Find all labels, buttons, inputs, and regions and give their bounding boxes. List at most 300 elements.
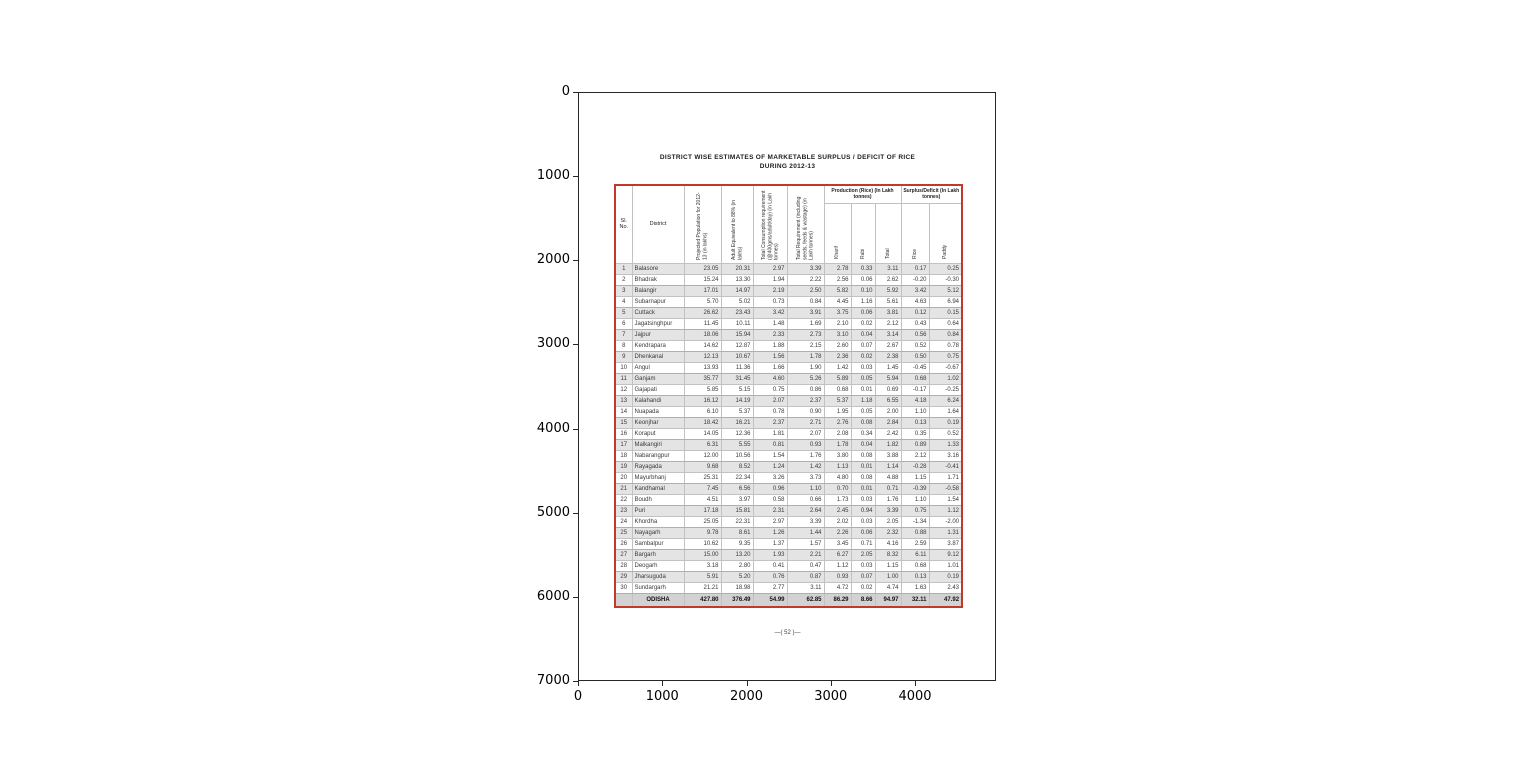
cell-projected-population: 16.12 xyxy=(684,395,721,406)
cell-production-kharif: 2.76 xyxy=(824,417,851,428)
cell-sl-no: 17 xyxy=(615,439,632,450)
header-projected-population: Projected Population for 2012-13 (in lakhs) xyxy=(684,185,721,263)
cell-total-consumption: 2.33 xyxy=(753,329,787,340)
table-row xyxy=(615,505,962,516)
cell-total-consumption: 1.81 xyxy=(753,428,787,439)
cell-total-consumption: 0.58 xyxy=(753,494,787,505)
cell-total-consumption: 0.75 xyxy=(753,384,787,395)
y-tick-mark xyxy=(573,597,578,598)
cell-sl-no: 23 xyxy=(615,505,632,516)
cell-production-total: 3.14 xyxy=(875,329,901,340)
cell-production-total: 1.00 xyxy=(875,571,901,582)
cell-production-total: 1.45 xyxy=(875,362,901,373)
header-production-group: Production (Rice) (In Lakh tonnes) xyxy=(824,185,901,203)
cell-adult-equivalent: 5.02 xyxy=(721,296,753,307)
table-row xyxy=(615,307,962,318)
cell-sl-no: 1 xyxy=(615,263,632,274)
cell-surplus-paddy: 0.19 xyxy=(929,571,962,582)
cell-total-consumption: 0.96 xyxy=(753,483,787,494)
cell-total-requirement: 1.44 xyxy=(787,527,824,538)
cell-total-consumption: 2.97 xyxy=(753,516,787,527)
document-title-line1: DISTRICT WISE ESTIMATES OF MARKETABLE SURPLUS / DEFICIT OF RICE xyxy=(659,154,916,161)
cell-sl-no: 11 xyxy=(615,373,632,384)
cell-production-kharif: 1.78 xyxy=(824,439,851,450)
cell-sl-no: 8 xyxy=(615,340,632,351)
cell-district: Kendrapara xyxy=(632,340,684,351)
cell-production-total: 4.88 xyxy=(875,472,901,483)
header-adult-equivalent: Adult Equivalent to 88% (in lakhs) xyxy=(721,185,753,263)
cell-surplus-rice: -0.17 xyxy=(901,384,929,395)
cell-surplus-rice: -0.28 xyxy=(901,461,929,472)
cell-projected-population: 427.80 xyxy=(684,593,721,607)
cell-adult-equivalent: 8.52 xyxy=(721,461,753,472)
cell-production-rabi: 0.03 xyxy=(851,362,875,373)
cell-total-consumption: 1.94 xyxy=(753,274,787,285)
header-total-requirement: Total Requirement (including seeds, feeds & wastage) (in Lakh tonnes) xyxy=(787,185,824,263)
cell-surplus-rice: 32.11 xyxy=(901,593,929,607)
cell-district: Gajapati xyxy=(632,384,684,395)
cell-projected-population: 5.70 xyxy=(684,296,721,307)
cell-district: Malkangiri xyxy=(632,439,684,450)
cell-total-requirement: 1.69 xyxy=(787,318,824,329)
cell-district: Ganjam xyxy=(632,373,684,384)
cell-surplus-rice: 0.89 xyxy=(901,439,929,450)
cell-district: Nayagarh xyxy=(632,527,684,538)
cell-production-rabi: 0.33 xyxy=(851,263,875,274)
cell-adult-equivalent: 22.34 xyxy=(721,472,753,483)
cell-sl-no: 14 xyxy=(615,406,632,417)
cell-production-kharif: 4.80 xyxy=(824,472,851,483)
header-district: District xyxy=(632,185,684,263)
cell-production-rabi: 0.04 xyxy=(851,439,875,450)
y-tick-label: 0 xyxy=(561,84,570,99)
header-total-consumption: Total Consumption requirement (@400gms/adult/day) (in Lakh tonnes) xyxy=(753,185,787,263)
cell-production-kharif: 2.56 xyxy=(824,274,851,285)
cell-district: Dhenkanal xyxy=(632,351,684,362)
cell-total-consumption: 2.37 xyxy=(753,417,787,428)
cell-production-kharif: 1.42 xyxy=(824,362,851,373)
cell-total-requirement: 0.87 xyxy=(787,571,824,582)
cell-production-rabi: 0.02 xyxy=(851,582,875,593)
x-tick-label: 3000 xyxy=(814,689,848,704)
plot-area xyxy=(578,92,996,681)
table-row xyxy=(615,285,962,296)
cell-production-rabi: 0.07 xyxy=(851,340,875,351)
cell-adult-equivalent: 31.45 xyxy=(721,373,753,384)
cell-production-rabi: 0.04 xyxy=(851,329,875,340)
cell-production-kharif: 3.10 xyxy=(824,329,851,340)
cell-production-kharif: 5.82 xyxy=(824,285,851,296)
cell-sl-no: 28 xyxy=(615,560,632,571)
cell-production-total: 3.88 xyxy=(875,450,901,461)
cell-adult-equivalent: 14.97 xyxy=(721,285,753,296)
cell-production-rabi: 0.06 xyxy=(851,527,875,538)
cell-district: Subarnapur xyxy=(632,296,684,307)
cell-production-total: 2.62 xyxy=(875,274,901,285)
cell-surplus-paddy: 0.64 xyxy=(929,318,962,329)
cell-production-rabi: 0.01 xyxy=(851,483,875,494)
cell-surplus-rice: 1.10 xyxy=(901,406,929,417)
cell-total-consumption: 1.88 xyxy=(753,340,787,351)
cell-projected-population: 14.62 xyxy=(684,340,721,351)
table-header xyxy=(615,185,962,263)
cell-production-kharif: 3.75 xyxy=(824,307,851,318)
cell-district: Sundargarh xyxy=(632,582,684,593)
header-surplus-paddy: Paddy xyxy=(929,203,962,263)
y-tick-label: 1000 xyxy=(536,168,570,184)
page-number-mark: —( 52 )— xyxy=(774,630,801,636)
cell-surplus-rice: 6.11 xyxy=(901,549,929,560)
cell-projected-population: 26.62 xyxy=(684,307,721,318)
cell-surplus-rice: 0.50 xyxy=(901,351,929,362)
cell-production-total: 2.00 xyxy=(875,406,901,417)
surplus-deficit-table xyxy=(614,184,963,608)
cell-production-kharif: 1.95 xyxy=(824,406,851,417)
y-tick-label: 6000 xyxy=(536,588,570,604)
cell-district: Kalahandi xyxy=(632,395,684,406)
cell-adult-equivalent: 15.94 xyxy=(721,329,753,340)
cell-projected-population: 17.18 xyxy=(684,505,721,516)
y-tick-label: 5000 xyxy=(536,504,570,520)
x-tick-mark xyxy=(662,681,663,686)
scanned-document xyxy=(579,93,995,680)
cell-adult-equivalent: 5.15 xyxy=(721,384,753,395)
cell-production-rabi: 0.94 xyxy=(851,505,875,516)
cell-total-requirement: 2.71 xyxy=(787,417,824,428)
cell-adult-equivalent: 5.37 xyxy=(721,406,753,417)
table-row xyxy=(615,318,962,329)
cell-surplus-paddy: 1.01 xyxy=(929,560,962,571)
cell-total-consumption: 0.41 xyxy=(753,560,787,571)
cell-projected-population: 9.68 xyxy=(684,461,721,472)
cell-production-kharif: 1.73 xyxy=(824,494,851,505)
x-tick-mark xyxy=(915,681,916,686)
cell-surplus-rice: 4.63 xyxy=(901,296,929,307)
cell-adult-equivalent: 10.67 xyxy=(721,351,753,362)
header-kharif: Kharif xyxy=(824,203,851,263)
cell-production-rabi: 0.03 xyxy=(851,516,875,527)
cell-sl-no: 12 xyxy=(615,384,632,395)
cell-production-rabi: 0.05 xyxy=(851,406,875,417)
table-row xyxy=(615,472,962,483)
cell-adult-equivalent: 9.35 xyxy=(721,538,753,549)
cell-surplus-paddy: 6.94 xyxy=(929,296,962,307)
x-tick-label: 0 xyxy=(573,689,583,704)
table-row xyxy=(615,263,962,274)
table-row xyxy=(615,549,962,560)
cell-surplus-rice: -0.20 xyxy=(901,274,929,285)
cell-surplus-paddy: 0.19 xyxy=(929,417,962,428)
cell-district: Rayagada xyxy=(632,461,684,472)
table-row xyxy=(615,329,962,340)
cell-production-total: 0.71 xyxy=(875,483,901,494)
cell-district: Boudh xyxy=(632,494,684,505)
y-tick-label: 4000 xyxy=(536,420,570,436)
cell-production-kharif: 0.70 xyxy=(824,483,851,494)
header-surplus-rice: Rice xyxy=(901,203,929,263)
cell-production-rabi: 0.07 xyxy=(851,571,875,582)
total-row xyxy=(615,593,962,607)
cell-total-consumption: 54.99 xyxy=(753,593,787,607)
cell-total-consumption: 1.66 xyxy=(753,362,787,373)
cell-surplus-rice: 0.35 xyxy=(901,428,929,439)
cell-surplus-paddy: -0.25 xyxy=(929,384,962,395)
cell-surplus-rice: 0.68 xyxy=(901,560,929,571)
cell-surplus-paddy: 6.24 xyxy=(929,395,962,406)
cell-surplus-paddy: 0.75 xyxy=(929,351,962,362)
cell-total-requirement: 2.22 xyxy=(787,274,824,285)
cell-surplus-rice: -1.34 xyxy=(901,516,929,527)
cell-surplus-rice: 0.13 xyxy=(901,571,929,582)
cell-surplus-paddy: 1.33 xyxy=(929,439,962,450)
cell-surplus-paddy: -0.58 xyxy=(929,483,962,494)
cell-production-total: 1.15 xyxy=(875,560,901,571)
cell-surplus-rice: -0.39 xyxy=(901,483,929,494)
cell-projected-population: 12.13 xyxy=(684,351,721,362)
table-row xyxy=(615,340,962,351)
cell-production-kharif: 3.80 xyxy=(824,450,851,461)
cell-surplus-paddy: 5.12 xyxy=(929,285,962,296)
cell-total-requirement: 2.21 xyxy=(787,549,824,560)
table-row xyxy=(615,494,962,505)
cell-production-total: 2.05 xyxy=(875,516,901,527)
x-tick-mark xyxy=(578,681,579,686)
cell-district: Nabarangpur xyxy=(632,450,684,461)
table-row xyxy=(615,582,962,593)
cell-adult-equivalent: 5.55 xyxy=(721,439,753,450)
cell-district: Angul xyxy=(632,362,684,373)
cell-production-rabi: 2.05 xyxy=(851,549,875,560)
cell-surplus-rice: 4.18 xyxy=(901,395,929,406)
cell-production-total: 2.32 xyxy=(875,527,901,538)
cell-district: Khordha xyxy=(632,516,684,527)
cell-total-consumption: 2.97 xyxy=(753,263,787,274)
table-row xyxy=(615,450,962,461)
cell-sl-no: 2 xyxy=(615,274,632,285)
cell-total-requirement: 2.15 xyxy=(787,340,824,351)
table-row xyxy=(615,428,962,439)
cell-district: Cuttack xyxy=(632,307,684,318)
cell-production-rabi: 0.01 xyxy=(851,461,875,472)
cell-district: Balasore xyxy=(632,263,684,274)
cell-adult-equivalent: 13.20 xyxy=(721,549,753,560)
cell-surplus-paddy: 2.43 xyxy=(929,582,962,593)
cell-sl-no: 22 xyxy=(615,494,632,505)
cell-adult-equivalent: 3.97 xyxy=(721,494,753,505)
cell-surplus-rice: 1.10 xyxy=(901,494,929,505)
cell-total-requirement: 0.86 xyxy=(787,384,824,395)
cell-production-kharif: 86.29 xyxy=(824,593,851,607)
y-tick-label: 3000 xyxy=(536,336,570,352)
table-row xyxy=(615,406,962,417)
cell-production-total: 2.84 xyxy=(875,417,901,428)
cell-production-total: 4.16 xyxy=(875,538,901,549)
cell-projected-population: 18.42 xyxy=(684,417,721,428)
cell-district: Deogarh xyxy=(632,560,684,571)
cell-surplus-rice: 0.75 xyxy=(901,505,929,516)
table-row xyxy=(615,351,962,362)
cell-sl-no: 6 xyxy=(615,318,632,329)
cell-surplus-paddy: 1.54 xyxy=(929,494,962,505)
cell-sl-no: 16 xyxy=(615,428,632,439)
header-production-total: Total xyxy=(875,203,901,263)
cell-total-requirement: 1.76 xyxy=(787,450,824,461)
cell-surplus-rice: 0.13 xyxy=(901,417,929,428)
cell-surplus-rice: 0.17 xyxy=(901,263,929,274)
cell-total-requirement: 1.57 xyxy=(787,538,824,549)
cell-surplus-paddy: 47.92 xyxy=(929,593,962,607)
cell-production-rabi: 0.34 xyxy=(851,428,875,439)
cell-adult-equivalent: 5.20 xyxy=(721,571,753,582)
table-row xyxy=(615,538,962,549)
cell-projected-population: 13.93 xyxy=(684,362,721,373)
cell-production-kharif: 1.13 xyxy=(824,461,851,472)
cell-surplus-paddy: 1.31 xyxy=(929,527,962,538)
cell-projected-population: 14.05 xyxy=(684,428,721,439)
cell-adult-equivalent: 14.19 xyxy=(721,395,753,406)
cell-production-rabi: 0.06 xyxy=(851,274,875,285)
table-row xyxy=(615,362,962,373)
cell-total-consumption: 1.93 xyxy=(753,549,787,560)
cell-production-total: 2.42 xyxy=(875,428,901,439)
table-row xyxy=(615,483,962,494)
cell-production-total: 6.55 xyxy=(875,395,901,406)
cell-surplus-paddy: 9.12 xyxy=(929,549,962,560)
cell-district: Mayurbhanj xyxy=(632,472,684,483)
cell-total-consumption: 1.26 xyxy=(753,527,787,538)
cell-total-requirement: 2.64 xyxy=(787,505,824,516)
cell-surplus-rice: 0.12 xyxy=(901,307,929,318)
cell-production-kharif: 3.45 xyxy=(824,538,851,549)
x-tick-label: 1000 xyxy=(645,689,679,704)
cell-production-total: 2.38 xyxy=(875,351,901,362)
cell-district: Bhadrak xyxy=(632,274,684,285)
table-row xyxy=(615,571,962,582)
cell-production-kharif: 1.12 xyxy=(824,560,851,571)
cell-district: Jagatsinghpur xyxy=(632,318,684,329)
table-row xyxy=(615,274,962,285)
cell-projected-population: 18.06 xyxy=(684,329,721,340)
cell-adult-equivalent: 8.61 xyxy=(721,527,753,538)
cell-surplus-rice: 0.56 xyxy=(901,329,929,340)
cell-surplus-paddy: 1.71 xyxy=(929,472,962,483)
cell-total-requirement: 3.11 xyxy=(787,582,824,593)
cell-projected-population: 7.45 xyxy=(684,483,721,494)
cell-surplus-rice: 2.12 xyxy=(901,450,929,461)
cell-production-rabi: 0.03 xyxy=(851,560,875,571)
y-tick-label: 2000 xyxy=(536,252,570,268)
cell-projected-population: 11.45 xyxy=(684,318,721,329)
cell-district: Keonjhar xyxy=(632,417,684,428)
cell-production-kharif: 6.27 xyxy=(824,549,851,560)
cell-sl-no: 30 xyxy=(615,582,632,593)
cell-total-requirement: 0.66 xyxy=(787,494,824,505)
cell-production-rabi: 1.18 xyxy=(851,395,875,406)
table-row xyxy=(615,417,962,428)
cell-adult-equivalent: 13.30 xyxy=(721,274,753,285)
cell-production-total: 1.82 xyxy=(875,439,901,450)
cell-production-rabi: 0.02 xyxy=(851,318,875,329)
cell-adult-equivalent: 12.36 xyxy=(721,428,753,439)
cell-total-requirement: 1.90 xyxy=(787,362,824,373)
cell-district: Puri xyxy=(632,505,684,516)
cell-adult-equivalent: 23.43 xyxy=(721,307,753,318)
table-row xyxy=(615,560,962,571)
cell-district: Kandhamal xyxy=(632,483,684,494)
cell-surplus-rice: 1.63 xyxy=(901,582,929,593)
cell-production-kharif: 4.45 xyxy=(824,296,851,307)
cell-adult-equivalent: 12.87 xyxy=(721,340,753,351)
y-tick-label: 7000 xyxy=(536,673,570,688)
cell-sl-no: 10 xyxy=(615,362,632,373)
cell-total-requirement: 1.10 xyxy=(787,483,824,494)
cell-projected-population: 35.77 xyxy=(684,373,721,384)
x-tick-mark xyxy=(831,681,832,686)
cell-sl-no: 21 xyxy=(615,483,632,494)
cell-sl-no: 24 xyxy=(615,516,632,527)
cell-total-consumption: 1.54 xyxy=(753,450,787,461)
cell-surplus-rice: 3.42 xyxy=(901,285,929,296)
cell-total-requirement: 1.42 xyxy=(787,461,824,472)
cell-adult-equivalent: 2.80 xyxy=(721,560,753,571)
cell-total-requirement: 2.73 xyxy=(787,329,824,340)
cell-production-total: 5.94 xyxy=(875,373,901,384)
cell-total-requirement: 3.91 xyxy=(787,307,824,318)
cell-adult-equivalent: 16.21 xyxy=(721,417,753,428)
cell-total-consumption: 2.07 xyxy=(753,395,787,406)
cell-production-kharif: 2.45 xyxy=(824,505,851,516)
cell-production-total: 3.11 xyxy=(875,263,901,274)
table-row xyxy=(615,461,962,472)
cell-production-total: 3.81 xyxy=(875,307,901,318)
cell-projected-population: 10.62 xyxy=(684,538,721,549)
cell-production-total: 2.12 xyxy=(875,318,901,329)
cell-sl-no: 15 xyxy=(615,417,632,428)
cell-production-rabi: 0.08 xyxy=(851,450,875,461)
table-row xyxy=(615,373,962,384)
cell-production-total: 2.67 xyxy=(875,340,901,351)
y-tick-mark xyxy=(573,260,578,261)
cell-adult-equivalent: 376.49 xyxy=(721,593,753,607)
cell-total-consumption: 1.48 xyxy=(753,318,787,329)
cell-projected-population: 5.91 xyxy=(684,571,721,582)
cell-total-consumption: 1.24 xyxy=(753,461,787,472)
cell-adult-equivalent: 10.11 xyxy=(721,318,753,329)
cell-district: Balangir xyxy=(632,285,684,296)
cell-total-consumption: 3.42 xyxy=(753,307,787,318)
y-tick-mark xyxy=(573,344,578,345)
cell-sl-no: 19 xyxy=(615,461,632,472)
y-tick-mark xyxy=(573,429,578,430)
cell-adult-equivalent: 18.98 xyxy=(721,582,753,593)
cell-projected-population: 6.31 xyxy=(684,439,721,450)
cell-production-kharif: 2.26 xyxy=(824,527,851,538)
cell-district: Sambalpur xyxy=(632,538,684,549)
table-row xyxy=(615,296,962,307)
cell-district: Koraput xyxy=(632,428,684,439)
cell-projected-population: 25.31 xyxy=(684,472,721,483)
cell-surplus-rice: 0.88 xyxy=(901,527,929,538)
cell-total-requirement: 2.37 xyxy=(787,395,824,406)
cell-production-total: 1.14 xyxy=(875,461,901,472)
cell-total-requirement: 1.78 xyxy=(787,351,824,362)
cell-projected-population: 9.78 xyxy=(684,527,721,538)
cell-projected-population: 6.10 xyxy=(684,406,721,417)
cell-surplus-paddy: 3.16 xyxy=(929,450,962,461)
cell-production-rabi: 1.16 xyxy=(851,296,875,307)
cell-adult-equivalent: 15.81 xyxy=(721,505,753,516)
cell-production-kharif: 0.93 xyxy=(824,571,851,582)
